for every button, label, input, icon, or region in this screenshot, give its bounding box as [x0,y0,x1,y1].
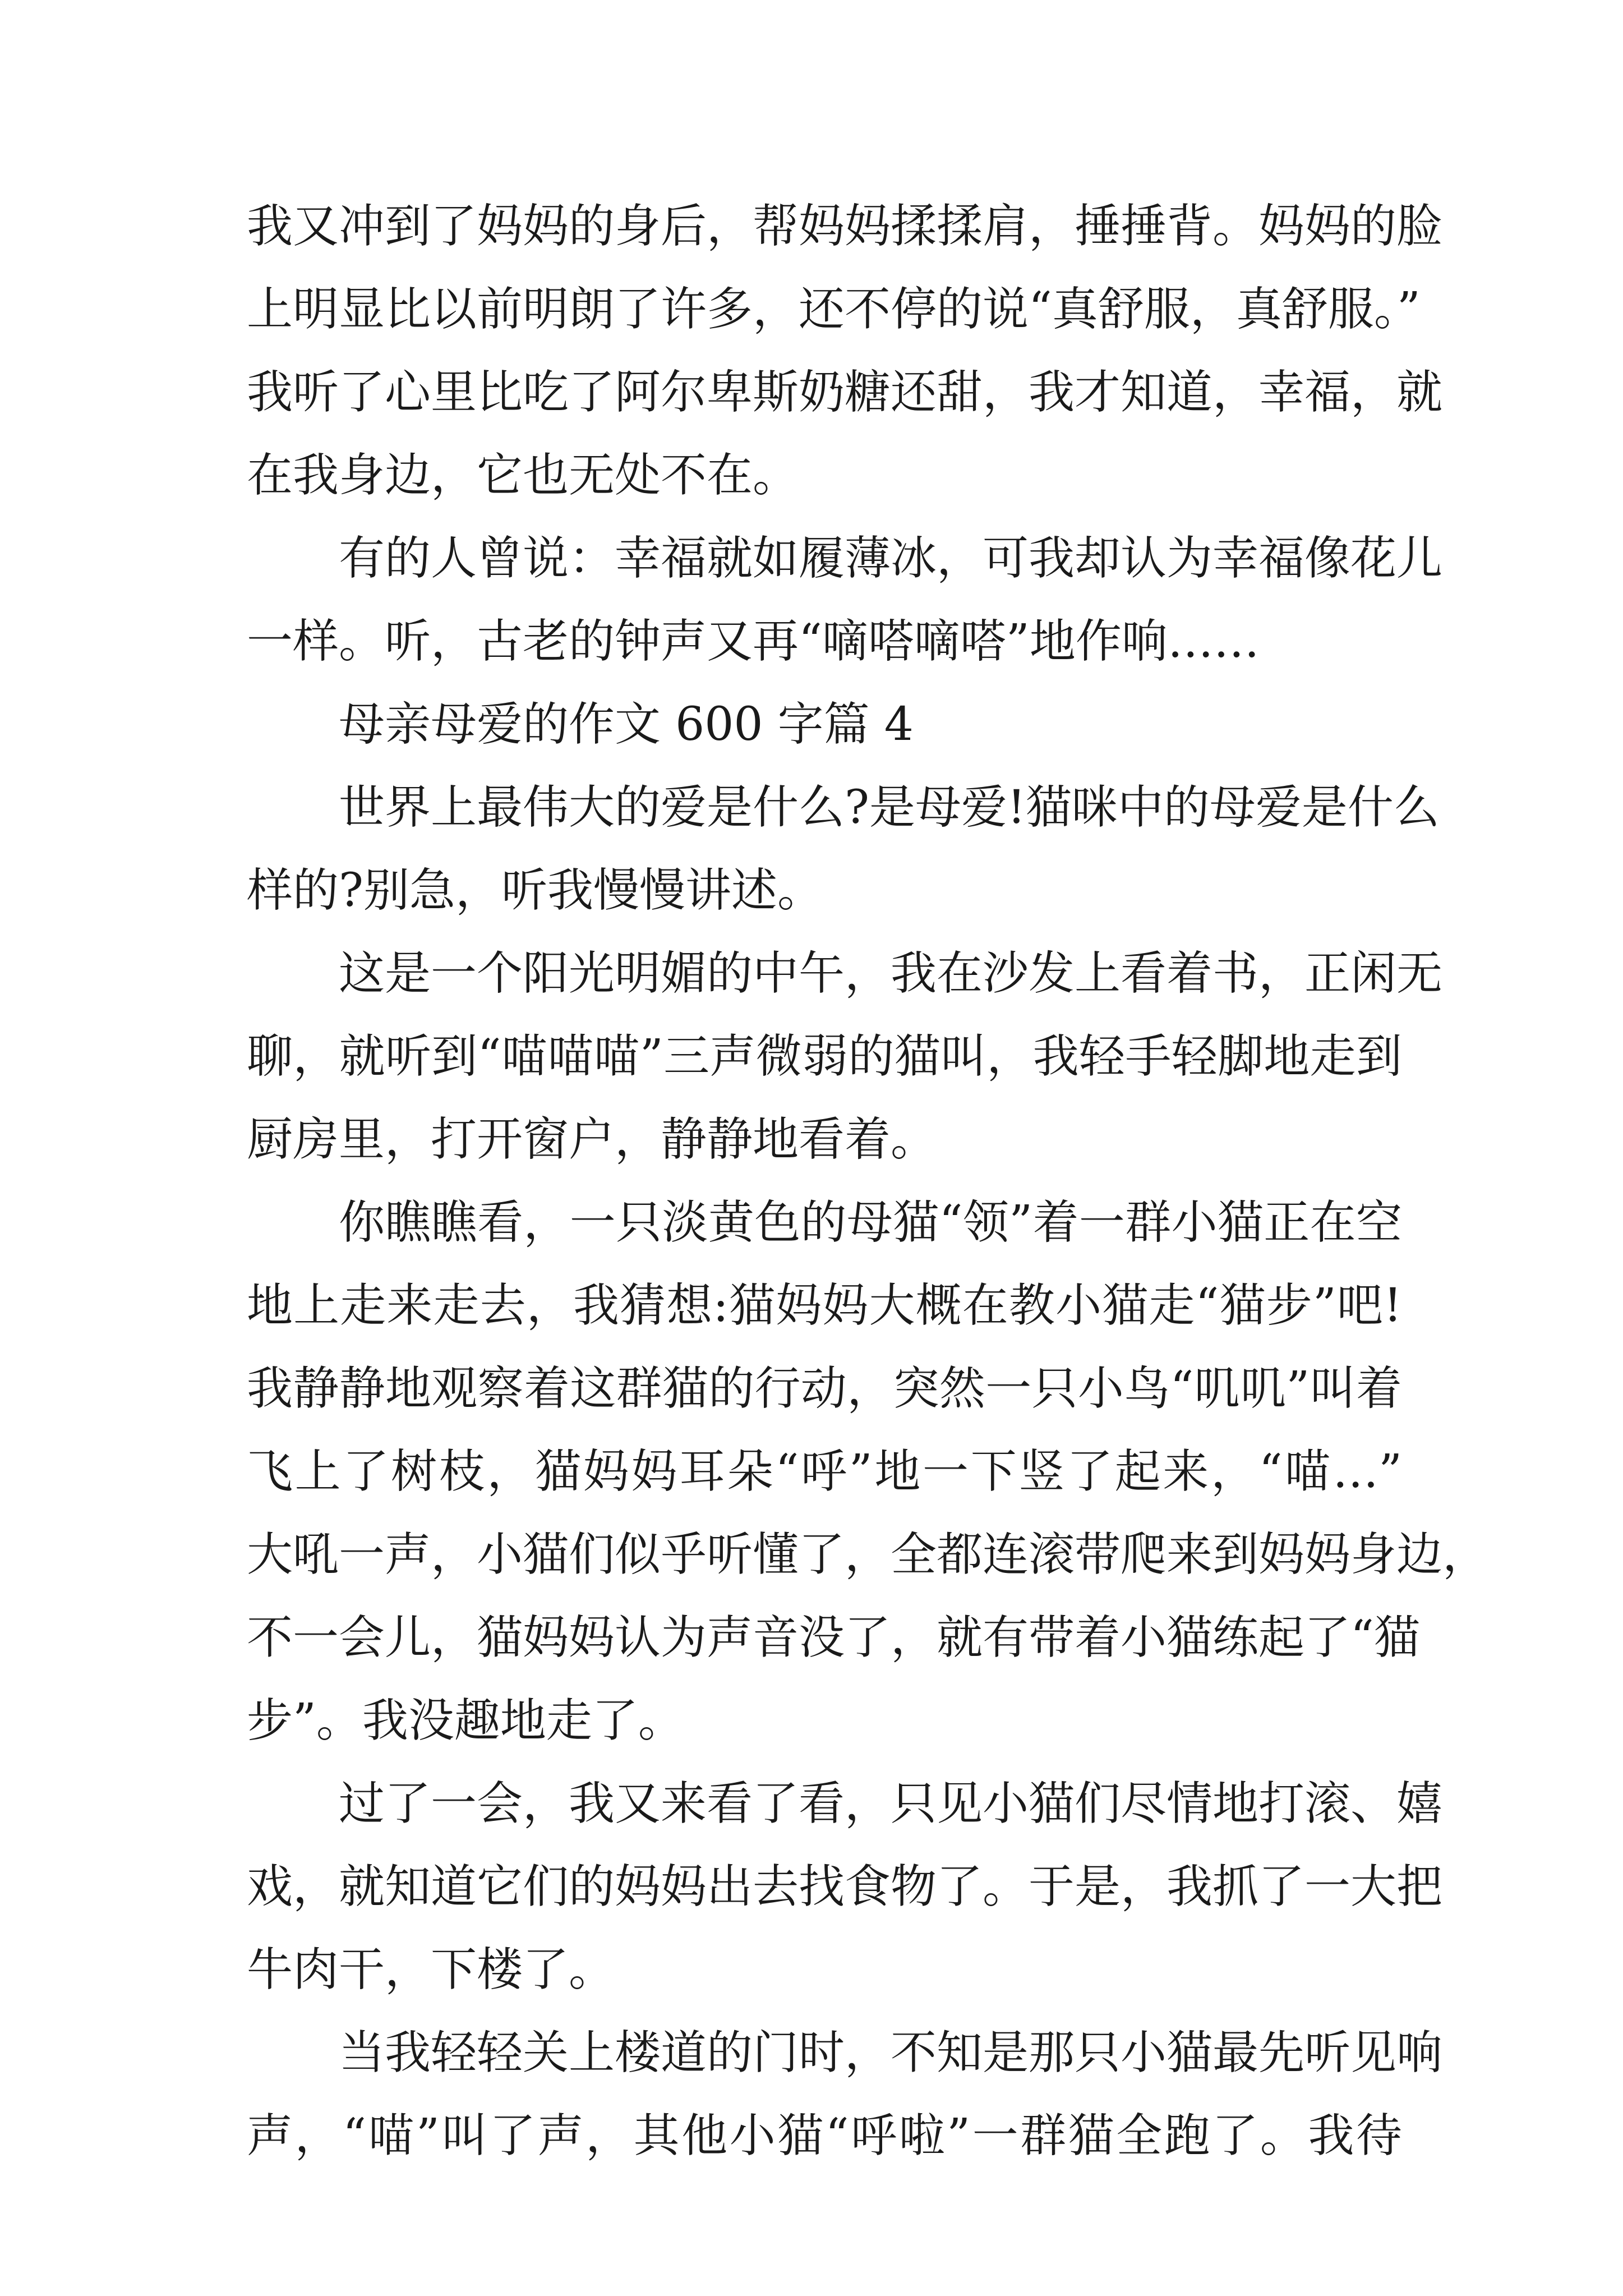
text-line: 世界上最伟大的爱是什么?是母爱!猫咪中的母爱是什么 [339,781,1440,834]
text-line: 步”。我没趣地走了。 [247,1694,684,1747]
text-line: 厨房里，打开窗户，静静地看着。 [247,1113,937,1166]
text-line: 样的?别急，听我慢慢讲述。 [247,864,823,917]
text-line: 一样。听，古老的钟声又再“嘀嗒嘀嗒”地作响…… [247,615,1260,668]
text-line: 过了一会，我又来看了看，只见小猫们尽情地打滚、嬉 [339,1777,1443,1830]
text-line: 当我轻轻关上楼道的门时，不知是那只小猫最先听见响 [339,2026,1443,2079]
text-line: 声，“喵”叫了声，其他小猫“呼啦”一群猫全跑了。我待 [247,2109,1402,2162]
text-line: 上明显比以前明朗了许多，还不停的说“真舒服，真舒服。” [247,283,1421,336]
text-line: 有的人曾说：幸福就如履薄冰，可我却认为幸福像花儿 [339,532,1443,585]
text-line: 你瞧瞧看，一只淡黄色的母猫“领”着一群小猫正在空 [339,1196,1402,1249]
text-line: 我静静地观察着这群猫的行动，突然一只小鸟“叽叽”叫着 [247,1362,1402,1415]
text-line: 地上走来走去，我猜想:猫妈妈大概在教小猫走“猫步”吧! [247,1279,1402,1332]
text-line: 这是一个阳光明媚的中午，我在沙发上看着书，正闲无 [339,947,1443,1000]
text-line: 聊，就听到“喵喵喵”三声微弱的猫叫，我轻手轻脚地走到 [247,1030,1402,1083]
text-line: 我听了心里比吃了阿尔卑斯奶糖还甜，我才知道，幸福，就 [247,366,1443,419]
text-line: 我又冲到了妈妈的身后，帮妈妈揉揉肩，捶捶背。妈妈的脸 [247,200,1443,253]
text-line: 在我身边，它也无处不在。 [247,449,799,502]
document-body [247,185,1489,2178]
text-line: 牛肉干，下楼了。 [247,1943,615,1996]
text-line: 戏，就知道它们的妈妈出去找食物了。于是，我抓了一大把 [247,1860,1443,1913]
section-heading: 母亲母爱的作文 600 字篇 4 [339,698,914,751]
text-line: 大吼一声，小猫们似乎听懂了，全都连滚带爬来到妈妈身边， [247,1528,1489,1581]
text-line: 飞上了树枝，猫妈妈耳朵“呼”地一下竖了起来，“喵…” [247,1445,1402,1498]
text-line: 不一会儿，猫妈妈认为声音没了，就有带着小猫练起了“猫 [247,1611,1420,1664]
